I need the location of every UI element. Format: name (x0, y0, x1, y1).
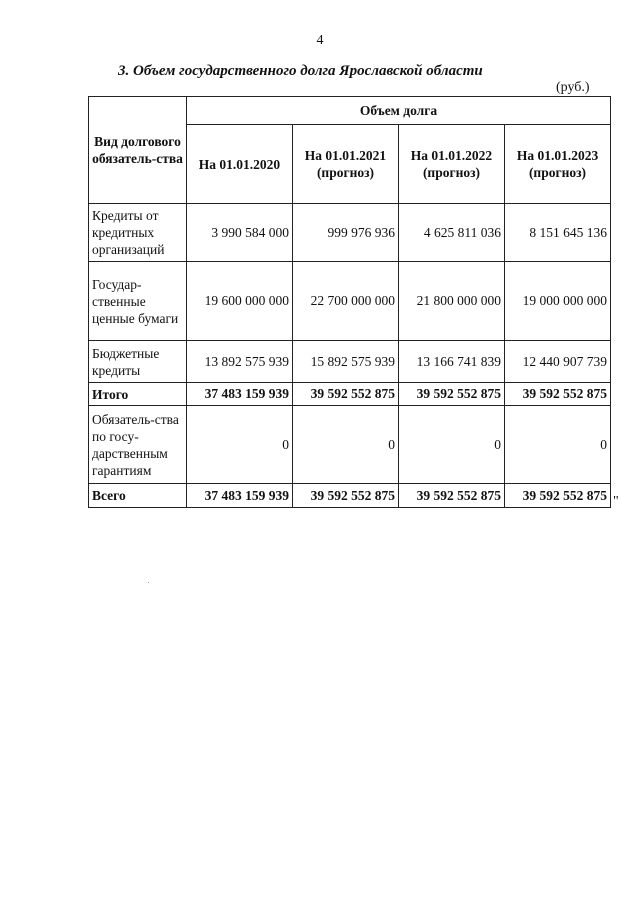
row-label: Государ-ственные ценные бумаги (89, 262, 187, 341)
cell-value: 39 592 552 875 (293, 383, 399, 406)
table-row (89, 406, 611, 484)
cell-value: 12 440 907 739 (505, 341, 611, 383)
section-title: 3. Объем государственного долга Ярославской области (118, 63, 483, 79)
cell-value: 3 990 584 000 (187, 204, 293, 262)
cell-value: 37 483 159 939 (187, 383, 293, 406)
row-label: Бюджетные кредиты (89, 341, 187, 383)
scan-speck (148, 582, 149, 583)
cell-value: 21 800 000 000 (399, 262, 505, 341)
cell-value: 13 166 741 839 (399, 341, 505, 383)
header-date-2021: На 01.01.2021 (прогноз) (293, 125, 399, 204)
header-date-2022: На 01.01.2022 (прогноз) (399, 125, 505, 204)
header-date-2020: На 01.01.2020 (187, 125, 293, 204)
header-debt-type: Вид долгового обязатель-ства (89, 97, 187, 204)
row-label: Обязатель-ства по госу-дарственным гарантиям (89, 406, 187, 484)
cell-value: 39 592 552 875 (399, 484, 505, 508)
cell-value: 13 892 575 939 (187, 341, 293, 383)
cell-value: 39 592 552 875 (293, 484, 399, 508)
header-row-group (89, 97, 611, 125)
cell-value: 37 483 159 939 (187, 484, 293, 508)
cell-value: 0 (187, 406, 293, 484)
row-label: Кредиты от кредитных организаций (89, 204, 187, 262)
closing-quote: " (613, 494, 619, 509)
page-number: 4 (316, 33, 324, 48)
header-date-2023: На 01.01.2023 (прогноз) (505, 125, 611, 204)
cell-value: 0 (399, 406, 505, 484)
table-row (89, 204, 611, 262)
table-row-total (89, 383, 611, 406)
table-row (89, 341, 611, 383)
cell-value: 19 000 000 000 (505, 262, 611, 341)
table-row-grand-total (89, 484, 611, 508)
table-row (89, 262, 611, 341)
row-label: Всего (89, 484, 187, 508)
cell-value: 22 700 000 000 (293, 262, 399, 341)
debt-table (88, 96, 611, 508)
cell-value: 0 (505, 406, 611, 484)
cell-value: 15 892 575 939 (293, 341, 399, 383)
unit-label: (руб.) (556, 80, 590, 95)
cell-value: 8 151 645 136 (505, 204, 611, 262)
cell-value: 999 976 936 (293, 204, 399, 262)
cell-value: 39 592 552 875 (505, 383, 611, 406)
cell-value: 4 625 811 036 (399, 204, 505, 262)
cell-value: 39 592 552 875 (505, 484, 611, 508)
cell-value: 0 (293, 406, 399, 484)
header-debt-volume: Объем долга (187, 97, 611, 125)
row-label: Итого (89, 383, 187, 406)
cell-value: 39 592 552 875 (399, 383, 505, 406)
cell-value: 19 600 000 000 (187, 262, 293, 341)
